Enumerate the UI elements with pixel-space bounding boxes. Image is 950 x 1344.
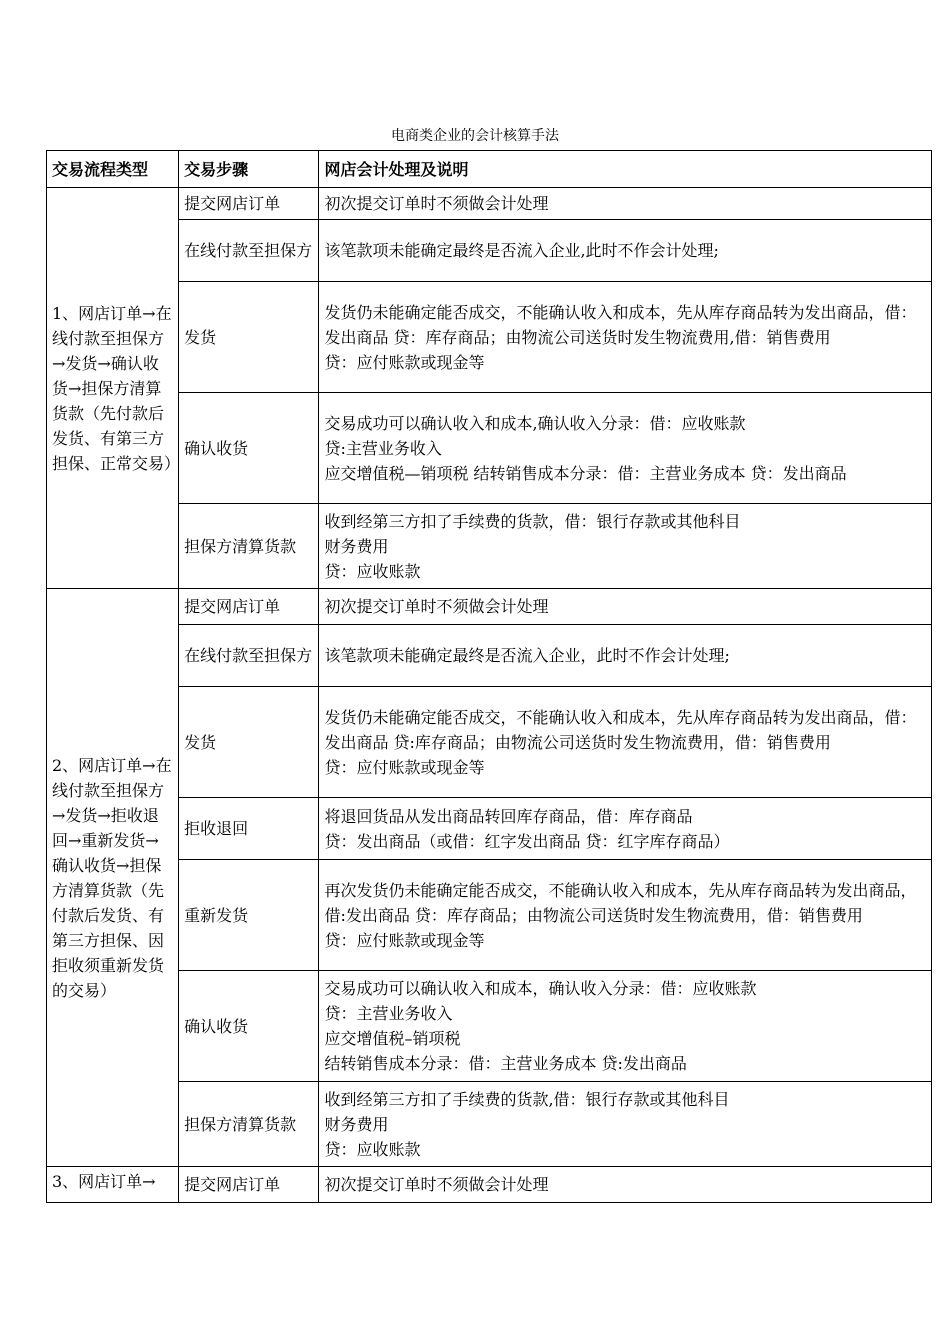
flow-type-cell: 2、网店订单→在线付款至担保方→发货→拒收退回→重新发货→确认收货→担保方清算货款（先付款后发货、有第三方担保、因拒收须重新发货的交易） bbox=[47, 589, 179, 1167]
treatment-line: 结转销售成本分录：借：主营业务成本 贷:发出商品 bbox=[324, 1054, 687, 1073]
treatment-line: 财务费用 bbox=[324, 536, 389, 556]
table-row bbox=[47, 625, 932, 687]
table-row bbox=[47, 971, 932, 1082]
treatment-cell bbox=[319, 798, 932, 860]
treatment-line: 发货仍未能确定能否成交，不能确认收入和成本，先从库存商品转为发出商品，借：发出商品 贷：库存商品；由物流公司送货时发生物流费用,借：销售费用 bbox=[324, 302, 917, 347]
treatment-cell bbox=[319, 282, 932, 393]
accounting-table bbox=[46, 150, 932, 1203]
treatment-cell bbox=[319, 188, 932, 220]
treatment-line: 贷：应付账款或现金等 bbox=[324, 930, 485, 950]
step-cell: 提交网店订单 bbox=[179, 188, 319, 220]
treatment-line: 贷：应付账款或现金等 bbox=[324, 352, 485, 372]
table-row bbox=[47, 1167, 932, 1203]
treatment-line: 收到经第三方扣了手续费的货款,借：银行存款或其他科目 bbox=[324, 1089, 730, 1109]
treatment-line: 贷：应付账款或现金等 bbox=[324, 757, 485, 777]
step-cell: 提交网店订单 bbox=[179, 1167, 319, 1203]
step-cell: 拒收退回 bbox=[179, 798, 319, 860]
treatment-line: 发货仍未能确定能否成交，不能确认收入和成本，先从库存商品转为发出商品，借：发出商品 贷:库存商品；由物流公司送货时发生物流费用，借：销售费用 bbox=[324, 707, 917, 752]
treatment-line: 贷：应收账款 bbox=[324, 561, 421, 581]
treatment-cell bbox=[319, 393, 932, 504]
table-row bbox=[47, 798, 932, 860]
treatment-line: 交易成功可以确认收入和成本，确认收入分录：借：应收账款 bbox=[324, 979, 757, 998]
treatment-line: 收到经第三方扣了手续费的货款，借：银行存款或其他科目 bbox=[324, 511, 741, 531]
treatment-line: 初次提交订单时不须做会计处理 bbox=[324, 1175, 549, 1194]
step-cell: 在线付款至担保方 bbox=[179, 625, 319, 687]
table-row bbox=[47, 589, 932, 625]
treatment-line: 贷：主营业务收入 bbox=[324, 1004, 453, 1023]
treatment-cell bbox=[319, 687, 932, 798]
treatment-cell bbox=[319, 220, 932, 282]
document-title: 电商类企业的会计核算手法 bbox=[391, 128, 559, 144]
header-step: 交易步骤 bbox=[179, 151, 319, 188]
table-row bbox=[47, 393, 932, 504]
step-cell: 确认收货 bbox=[179, 393, 319, 504]
header-treatment: 网店会计处理及说明 bbox=[319, 151, 932, 188]
treatment-line: 初次提交订单时不须做会计处理 bbox=[324, 194, 549, 213]
treatment-cell bbox=[319, 971, 932, 1082]
treatment-cell bbox=[319, 504, 932, 589]
step-cell: 重新发货 bbox=[179, 860, 319, 971]
treatment-line: 财务费用 bbox=[324, 1114, 389, 1134]
table-row bbox=[47, 687, 932, 798]
step-cell: 在线付款至担保方 bbox=[179, 220, 319, 282]
step-cell: 担保方清算货款 bbox=[179, 504, 319, 589]
treatment-cell bbox=[319, 625, 932, 687]
table-row bbox=[47, 188, 932, 220]
table-row bbox=[47, 504, 932, 589]
step-cell: 确认收货 bbox=[179, 971, 319, 1082]
table-row bbox=[47, 860, 932, 971]
treatment-line: 应交增值税—销项税 结转销售成本分录：借：主营业务成本 贷：发出商品 bbox=[324, 463, 847, 483]
treatment-line: 贷：应收账款 bbox=[324, 1139, 421, 1159]
treatment-line: 初次提交订单时不须做会计处理 bbox=[324, 597, 549, 616]
treatment-line: 该笔款项未能确定最终是否流入企业,此时不作会计处理; bbox=[324, 241, 719, 260]
table-header-row bbox=[47, 151, 932, 188]
step-cell: 担保方清算货款 bbox=[179, 1082, 319, 1167]
flow-type-cell: 3、网店订单→ bbox=[47, 1167, 179, 1203]
treatment-line: 应交增值税–销项税 bbox=[324, 1029, 461, 1048]
treatment-line: 再次发货仍未能确定能否成交，不能确认收入和成本，先从库存商品转为发出商品，借:发出商品 贷：库存商品；由物流公司送货时发生物流费用，借：销售费用 bbox=[324, 880, 917, 925]
step-cell: 提交网店订单 bbox=[179, 589, 319, 625]
treatment-line: 贷:主营业务收入 bbox=[324, 438, 442, 458]
table-row bbox=[47, 282, 932, 393]
treatment-line: 该笔款项未能确定最终是否流入企业，此时不作会计处理; bbox=[324, 646, 730, 665]
header-flow-type: 交易流程类型 bbox=[47, 151, 179, 188]
table-row bbox=[47, 1082, 932, 1167]
treatment-cell bbox=[319, 860, 932, 971]
treatment-line: 交易成功可以确认收入和成本,确认收入分录：借：应收账款 bbox=[324, 413, 746, 433]
treatment-cell bbox=[319, 1082, 932, 1167]
flow-type-cell: 1、网店订单→在线付款至担保方→发货→确认收货→担保方清算货款（先付款后发货、有第三方担保、正常交易） bbox=[47, 188, 179, 589]
treatment-line: 贷：发出商品（或借：红字发出商品 贷：红字库存商品） bbox=[324, 831, 730, 851]
treatment-cell bbox=[319, 1167, 932, 1203]
step-cell: 发货 bbox=[179, 687, 319, 798]
treatment-line: 将退回货品从发出商品转回库存商品，借：库存商品 bbox=[324, 806, 693, 826]
table-row bbox=[47, 220, 932, 282]
step-cell: 发货 bbox=[179, 282, 319, 393]
treatment-cell bbox=[319, 589, 932, 625]
